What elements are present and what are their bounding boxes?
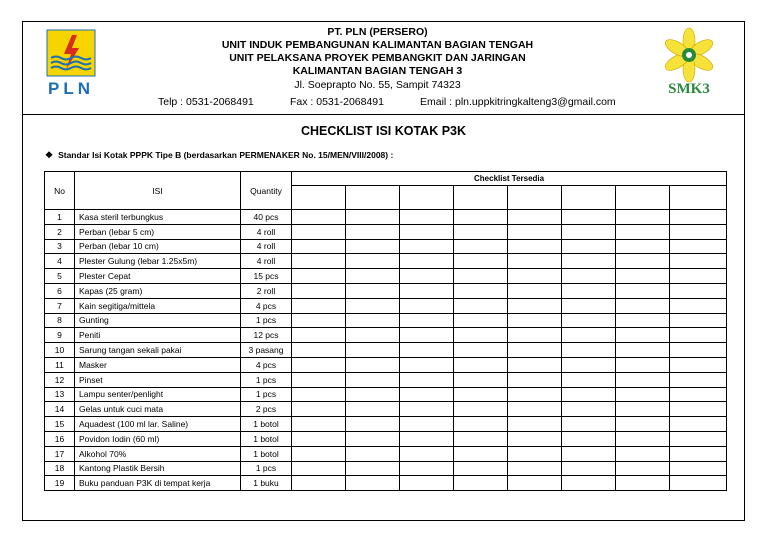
checklist-cell[interactable] [616, 417, 670, 432]
checklist-cell[interactable] [616, 387, 670, 402]
checklist-cell[interactable] [562, 372, 616, 387]
checklist-cell[interactable] [346, 283, 400, 298]
pln-logo [42, 28, 102, 100]
checklist-cell[interactable] [454, 254, 508, 269]
row-isi: Kasa steril terbungkus [75, 210, 241, 225]
checklist-cell[interactable] [508, 446, 562, 461]
smk3-logo-text: SMK3 [668, 81, 710, 97]
checklist-cell[interactable] [670, 417, 727, 432]
checklist-cell[interactable] [670, 328, 727, 343]
table-row [45, 372, 727, 387]
checklist-cell[interactable] [292, 343, 346, 358]
checklist-cell[interactable] [616, 283, 670, 298]
row-quantity: 4 roll [241, 239, 292, 254]
checklist-cell[interactable] [562, 446, 616, 461]
checklist-cell[interactable] [400, 476, 454, 491]
checklist-cell[interactable] [670, 446, 727, 461]
row-quantity: 4 pcs [241, 357, 292, 372]
checklist-cell[interactable] [292, 224, 346, 239]
checklist-cell[interactable] [616, 357, 670, 372]
row-isi: Gunting [75, 313, 241, 328]
checklist-cell[interactable] [400, 372, 454, 387]
checklist-cell[interactable] [670, 461, 727, 476]
checklist-cell[interactable] [616, 372, 670, 387]
checklist-cell[interactable] [562, 269, 616, 284]
checklist-cell[interactable] [454, 269, 508, 284]
checklist-cell[interactable] [346, 387, 400, 402]
table-row [45, 313, 727, 328]
checklist-cell[interactable] [616, 461, 670, 476]
checklist-cell[interactable] [616, 402, 670, 417]
checklist-cell[interactable] [400, 224, 454, 239]
checklist-cell[interactable] [562, 313, 616, 328]
checklist-cell[interactable] [508, 298, 562, 313]
checklist-cell[interactable] [454, 328, 508, 343]
checklist-cell[interactable] [400, 313, 454, 328]
company-name: PT. PLN (PERSERO) [327, 26, 428, 38]
checklist-cell[interactable] [454, 313, 508, 328]
checklist-cell[interactable] [292, 313, 346, 328]
checklist-cell[interactable] [346, 328, 400, 343]
checklist-cell[interactable] [616, 446, 670, 461]
checklist-cell[interactable] [346, 298, 400, 313]
checklist-cell[interactable] [400, 254, 454, 269]
row-isi: Masker [75, 357, 241, 372]
checklist-cell[interactable] [670, 402, 727, 417]
checklist-cell[interactable] [454, 402, 508, 417]
letterhead [110, 26, 645, 92]
row-no: 16 [45, 431, 75, 446]
unit-induk: UNIT INDUK PEMBANGUNAN KALIMANTAN BAGIAN TENGAH [221, 39, 534, 51]
checklist-cell[interactable] [292, 298, 346, 313]
checklist-cell[interactable] [616, 298, 670, 313]
checklist-cell[interactable] [508, 476, 562, 491]
checklist-cell[interactable] [454, 431, 508, 446]
row-isi: Kapas (25 gram) [75, 283, 241, 298]
row-quantity: 1 pcs [241, 387, 292, 402]
row-isi: Gelas untuk cuci mata [75, 402, 241, 417]
checklist-rows [45, 210, 727, 491]
checklist-cell[interactable] [292, 328, 346, 343]
checklist-cell[interactable] [562, 298, 616, 313]
check-col-header [562, 186, 616, 210]
checklist-cell[interactable] [616, 476, 670, 491]
row-quantity: 1 botol [241, 417, 292, 432]
checklist-cell[interactable] [346, 239, 400, 254]
header-checklist: Checklist Tersedia [292, 172, 727, 186]
checklist-cell[interactable] [400, 431, 454, 446]
address: Jl. Soeprapto No. 55, Sampit 74323 [294, 79, 461, 91]
row-no: 15 [45, 417, 75, 432]
checklist-cell[interactable] [454, 461, 508, 476]
checklist-cell[interactable] [292, 210, 346, 225]
check-col-header [346, 186, 400, 210]
checklist-cell[interactable] [508, 224, 562, 239]
checklist-cell[interactable] [454, 357, 508, 372]
table-row [45, 210, 727, 225]
checklist-cell[interactable] [292, 461, 346, 476]
checklist-cell[interactable] [562, 476, 616, 491]
row-isi: Pinset [75, 372, 241, 387]
table-row [45, 431, 727, 446]
checklist-cell[interactable] [562, 402, 616, 417]
checklist-cell[interactable] [292, 269, 346, 284]
row-no: 18 [45, 461, 75, 476]
checklist-cell[interactable] [508, 372, 562, 387]
row-quantity: 3 pasang [241, 343, 292, 358]
row-isi: Plester Gulung (lebar 1.25x5m) [75, 254, 241, 269]
row-quantity: 4 roll [241, 254, 292, 269]
row-quantity: 1 pcs [241, 372, 292, 387]
checklist-cell[interactable] [562, 254, 616, 269]
table-row [45, 387, 727, 402]
checklist-cell[interactable] [616, 328, 670, 343]
row-no: 7 [45, 298, 75, 313]
checklist-cell[interactable] [670, 269, 727, 284]
check-col-header [454, 186, 508, 210]
checklist-cell[interactable] [292, 239, 346, 254]
checklist-cell[interactable] [616, 343, 670, 358]
check-col-header [400, 186, 454, 210]
row-quantity: 1 pcs [241, 461, 292, 476]
row-no: 12 [45, 372, 75, 387]
row-quantity: 15 pcs [241, 269, 292, 284]
row-no: 11 [45, 357, 75, 372]
checklist-cell[interactable] [508, 239, 562, 254]
checklist-cell[interactable] [616, 254, 670, 269]
row-no: 9 [45, 328, 75, 343]
checklist-cell[interactable] [562, 357, 616, 372]
page-title: CHECKLIST ISI KOTAK P3K [300, 124, 467, 138]
row-no: 19 [45, 476, 75, 491]
checklist-cell[interactable] [400, 343, 454, 358]
checklist-cell[interactable] [508, 343, 562, 358]
checklist-cell[interactable] [292, 402, 346, 417]
checklist-cell[interactable] [616, 431, 670, 446]
email: Email : pln.uppkitringkalteng3@gmail.com [420, 96, 616, 108]
row-isi: Buku panduan P3K di tempat kerja [75, 476, 241, 491]
table-row [45, 269, 727, 284]
checklist-cell[interactable] [400, 328, 454, 343]
table-row [45, 343, 727, 358]
table-row [45, 239, 727, 254]
table-row [45, 461, 727, 476]
row-isi: Lampu senter/penlight [75, 387, 241, 402]
checklist-cell[interactable] [670, 431, 727, 446]
row-no: 4 [45, 254, 75, 269]
table-row [45, 283, 727, 298]
checklist-cell[interactable] [400, 461, 454, 476]
checklist-cell[interactable] [670, 254, 727, 269]
checklist-cell[interactable] [400, 298, 454, 313]
checklist-cell[interactable] [454, 343, 508, 358]
checklist-cell[interactable] [346, 224, 400, 239]
table-row [45, 224, 727, 239]
checklist-cell[interactable] [292, 283, 346, 298]
checklist-cell[interactable] [670, 372, 727, 387]
row-no: 2 [45, 224, 75, 239]
row-no: 8 [45, 313, 75, 328]
checklist-cell[interactable] [562, 431, 616, 446]
row-quantity: 1 botol [241, 446, 292, 461]
checklist-cell[interactable] [616, 210, 670, 225]
checklist-cell[interactable] [508, 269, 562, 284]
checklist-cell[interactable] [508, 387, 562, 402]
checklist-cell[interactable] [346, 417, 400, 432]
checklist-cell[interactable] [400, 402, 454, 417]
checklist-cell[interactable] [400, 417, 454, 432]
table-row [45, 298, 727, 313]
checklist-cell[interactable] [670, 387, 727, 402]
row-isi: Perban (lebar 5 cm) [75, 224, 241, 239]
checklist-cell[interactable] [292, 446, 346, 461]
checklist-cell[interactable] [346, 313, 400, 328]
checklist-cell[interactable] [508, 461, 562, 476]
checklist-cell[interactable] [670, 210, 727, 225]
checklist-cell[interactable] [562, 328, 616, 343]
header-no: No [45, 172, 75, 210]
checklist-cell[interactable] [670, 313, 727, 328]
checklist-cell[interactable] [562, 461, 616, 476]
table-row [45, 417, 727, 432]
checklist-cell[interactable] [346, 343, 400, 358]
checklist-cell[interactable] [454, 387, 508, 402]
checklist-cell[interactable] [670, 283, 727, 298]
checklist-cell[interactable] [670, 239, 727, 254]
checklist-cell[interactable] [292, 372, 346, 387]
checklist-cell[interactable] [508, 431, 562, 446]
row-isi: Alkohol 70% [75, 446, 241, 461]
row-quantity: 1 botol [241, 431, 292, 446]
checklist-cell[interactable] [454, 372, 508, 387]
checklist-cell[interactable] [292, 476, 346, 491]
checklist-cell[interactable] [562, 283, 616, 298]
telp: Telp : 0531-2068491 [158, 96, 254, 108]
checklist-cell[interactable] [562, 343, 616, 358]
checklist-cell[interactable] [400, 446, 454, 461]
row-no: 14 [45, 402, 75, 417]
checklist-cell[interactable] [616, 224, 670, 239]
header-isi: ISI [75, 172, 241, 210]
checklist-cell[interactable] [616, 313, 670, 328]
table-row [45, 254, 727, 269]
checklist-cell[interactable] [400, 283, 454, 298]
checklist-cell[interactable] [454, 224, 508, 239]
header-quantity: Quantity [241, 172, 292, 210]
row-quantity: 2 roll [241, 283, 292, 298]
checklist-cell[interactable] [292, 357, 346, 372]
checklist-cell[interactable] [616, 269, 670, 284]
row-no: 13 [45, 387, 75, 402]
checklist-cell[interactable] [508, 328, 562, 343]
row-isi: Aquadest (100 ml lar. Saline) [75, 417, 241, 432]
row-quantity: 4 pcs [241, 298, 292, 313]
row-no: 5 [45, 269, 75, 284]
checklist-cell[interactable] [454, 476, 508, 491]
row-quantity: 1 pcs [241, 313, 292, 328]
checklist-cell[interactable] [292, 387, 346, 402]
row-no: 17 [45, 446, 75, 461]
subtitle-text: Standar Isi Kotak PPPK Tipe B (berdasarkan PERMENAKER No. 15/MEN/VIII/2008) : [58, 150, 394, 160]
checklist-cell[interactable] [508, 210, 562, 225]
checklist-cell[interactable] [454, 417, 508, 432]
fax: Fax : 0531-2068491 [290, 96, 384, 108]
row-isi: Plester Cepat [75, 269, 241, 284]
check-col-header [670, 186, 727, 210]
checklist-cell[interactable] [508, 283, 562, 298]
table-row [45, 402, 727, 417]
checklist-cell[interactable] [454, 298, 508, 313]
header-separator [22, 114, 745, 115]
checklist-cell[interactable] [508, 313, 562, 328]
checklist-cell[interactable] [346, 461, 400, 476]
checklist-cell[interactable] [454, 210, 508, 225]
row-no: 10 [45, 343, 75, 358]
row-quantity: 2 pcs [241, 402, 292, 417]
row-quantity: 1 buku [241, 476, 292, 491]
row-no: 6 [45, 283, 75, 298]
checklist-cell[interactable] [454, 446, 508, 461]
subtitle [45, 150, 393, 161]
pln-logo-text: PLN [48, 79, 94, 98]
checklist-cell[interactable] [346, 254, 400, 269]
check-col-header [616, 186, 670, 210]
checklist-cell[interactable] [562, 210, 616, 225]
checklist-cell[interactable] [400, 239, 454, 254]
table-row [45, 446, 727, 461]
checklist-cell[interactable] [508, 357, 562, 372]
row-isi: Sarung tangan sekali pakai [75, 343, 241, 358]
checklist-cell[interactable] [562, 224, 616, 239]
checklist-cell[interactable] [346, 476, 400, 491]
row-quantity: 12 pcs [241, 328, 292, 343]
checklist-cell[interactable] [562, 387, 616, 402]
row-isi: Kantong Plastik Bersih [75, 461, 241, 476]
region: KALIMANTAN BAGIAN TENGAH 3 [292, 65, 463, 77]
smk3-logo [652, 27, 727, 99]
checklist-cell[interactable] [508, 254, 562, 269]
row-quantity: 40 pcs [241, 210, 292, 225]
unit-pelaksana: UNIT PELAKSANA PROYEK PEMBANGKIT DAN JARINGAN [229, 52, 526, 64]
checklist-cell[interactable] [670, 224, 727, 239]
checklist-cell[interactable] [346, 446, 400, 461]
check-col-header [508, 186, 562, 210]
checklist-cell[interactable] [454, 283, 508, 298]
checklist-cell[interactable] [346, 402, 400, 417]
row-quantity: 4 roll [241, 224, 292, 239]
checklist-cell[interactable] [346, 269, 400, 284]
checklist-cell[interactable] [346, 210, 400, 225]
checklist-cell[interactable] [670, 343, 727, 358]
checklist-cell[interactable] [346, 372, 400, 387]
table-row [45, 476, 727, 491]
row-isi: Povidon Iodin (60 ml) [75, 431, 241, 446]
checklist-cell[interactable] [292, 417, 346, 432]
checklist-cell[interactable] [562, 239, 616, 254]
table-row [45, 357, 727, 372]
row-no: 3 [45, 239, 75, 254]
checklist-cell[interactable] [670, 298, 727, 313]
diamond-bullet-icon: ❖ [45, 150, 54, 160]
row-isi: Kain segitiga/mittela [75, 298, 241, 313]
checklist-cell[interactable] [616, 239, 670, 254]
table-row [45, 328, 727, 343]
checklist-cell[interactable] [454, 239, 508, 254]
row-no: 1 [45, 210, 75, 225]
checklist-cell[interactable] [400, 357, 454, 372]
checklist-cell[interactable] [562, 417, 616, 432]
checklist-cell[interactable] [292, 431, 346, 446]
checklist-table [44, 171, 727, 491]
check-col-header [292, 186, 346, 210]
checklist-cell[interactable] [508, 402, 562, 417]
checklist-cell[interactable] [670, 476, 727, 491]
checklist-cell[interactable] [400, 387, 454, 402]
checklist-cell[interactable] [346, 357, 400, 372]
checklist-cell[interactable] [670, 357, 727, 372]
checklist-cell[interactable] [508, 417, 562, 432]
checklist-cell[interactable] [346, 431, 400, 446]
checklist-cell[interactable] [292, 254, 346, 269]
checklist-cell[interactable] [400, 269, 454, 284]
row-isi: Perban (lebar 10 cm) [75, 239, 241, 254]
checklist-cell[interactable] [400, 210, 454, 225]
row-isi: Peniti [75, 328, 241, 343]
